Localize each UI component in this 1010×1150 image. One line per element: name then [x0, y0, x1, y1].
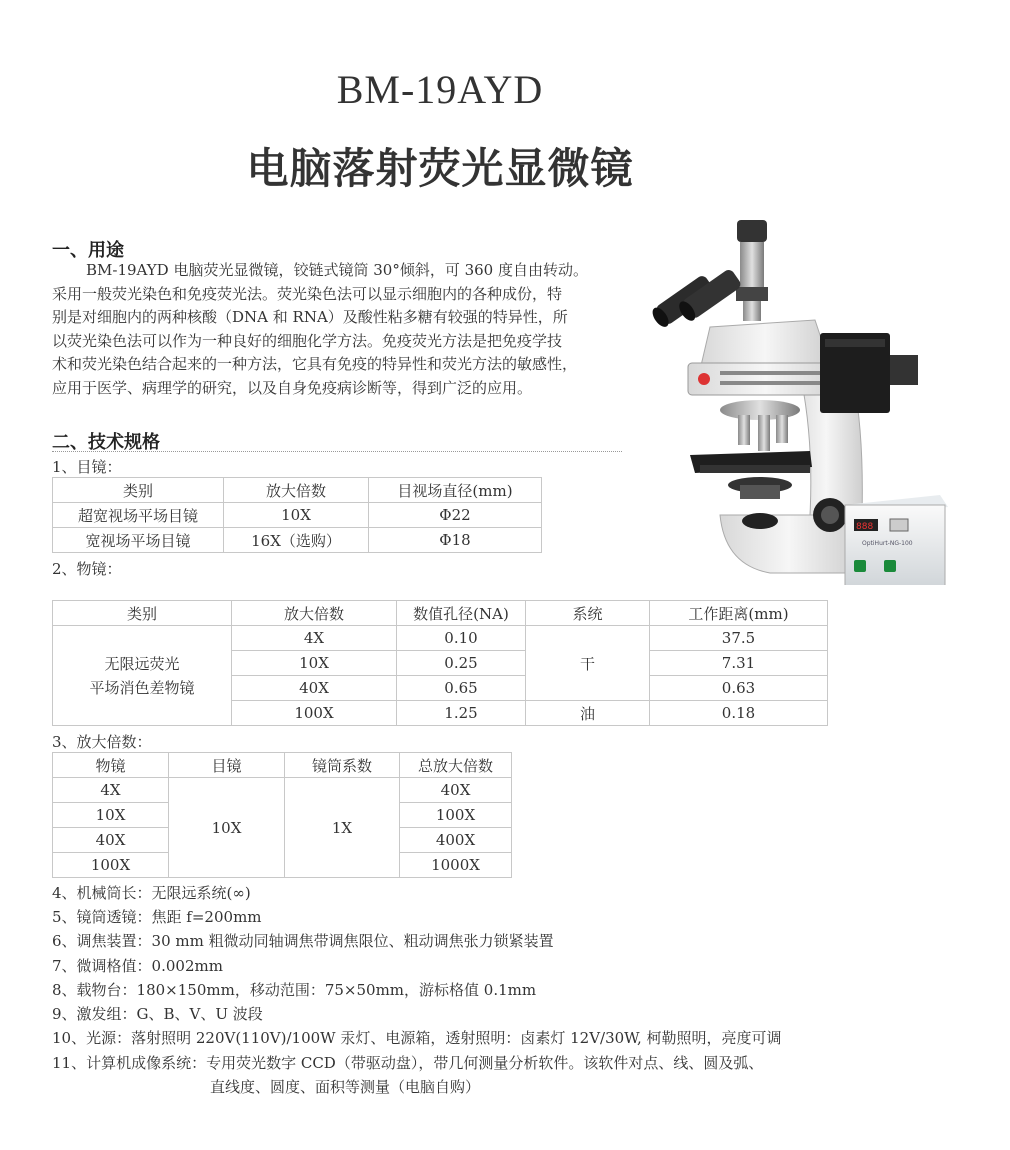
table-cell: 0.10 [397, 626, 526, 651]
eyepiece-label: 1、目镜： [52, 458, 122, 476]
table-cell: 10X [232, 651, 397, 676]
magnification-table [52, 752, 512, 878]
usage-line: 术和荧光染色结合起来的一种方法，它具有免疫的特异性和荧光方法的敏感性， [52, 355, 578, 373]
table-cell: 100X [53, 853, 169, 878]
category-line: 平场消色差物镜 [89, 678, 195, 697]
spec-item-continuation: 直线度、圆度、面积等测量（电脑自购） [210, 1078, 481, 1096]
table-cell: 4X [232, 626, 397, 651]
table-cell: 0.65 [397, 676, 526, 701]
table-header: 系统 [526, 601, 650, 626]
table-row [53, 778, 512, 803]
spec-item: 11、计算机成像系统：专用荧光数字 CCD（带驱动盘），带几何测量分析软件。该软件对点、线、圆及弧、 [52, 1054, 764, 1072]
usage-line: BM-19AYD 电脑荧光显微镜，铰链式镜筒 30°倾斜，可 360 度自由转动。 [86, 261, 588, 279]
table-cell: 1.25 [397, 701, 526, 726]
eyepiece-cell: 10X [169, 778, 285, 878]
table-cell: 10X [53, 803, 169, 828]
table-header: 目视场直径(mm) [369, 478, 542, 503]
table-header: 放大倍数 [232, 601, 397, 626]
system-dry-cell: 干 [526, 626, 650, 701]
table-cell: 0.63 [650, 676, 828, 701]
table-cell: 4X [53, 778, 169, 803]
table-cell: 40X [400, 778, 512, 803]
table-cell: 100X [400, 803, 512, 828]
table-header: 物镜 [53, 753, 169, 778]
objective-category-cell [53, 626, 232, 726]
table-header: 类别 [53, 478, 224, 503]
page-title: 电脑落射荧光显微镜 [246, 144, 634, 193]
section-divider [52, 451, 622, 452]
table-cell: 40X [232, 676, 397, 701]
table-cell: 超宽视场平场目镜 [53, 503, 224, 528]
power-button [854, 560, 866, 572]
table-cell: 0.18 [650, 701, 828, 726]
device-label: OptiHurt-NG-100 [862, 540, 913, 547]
table-header: 总放大倍数 [400, 753, 512, 778]
usage-line: 以荧光染色法可以作为一种良好的细胞化学方法。免疫荧光方法是把免疫学技 [52, 331, 563, 350]
table-cell: 宽视场平场目镜 [53, 528, 224, 553]
display-readout: 888 [856, 522, 874, 532]
table-header: 类别 [53, 601, 232, 626]
table-row [53, 503, 542, 528]
usage-line: 采用一般荧光染色和免疫荧光法。荧光染色法可以显示细胞内的各种成份，特 [52, 284, 563, 303]
objective-label: 2、物镜： [52, 560, 122, 578]
table-cell: Φ18 [369, 528, 542, 553]
table-cell: 100X [232, 701, 397, 726]
table-cell: 1000X [400, 853, 512, 878]
table-cell: 16X（选购） [224, 528, 369, 553]
table-cell: 0.25 [397, 651, 526, 676]
table-header: 放大倍数 [224, 478, 369, 503]
microscope-image [640, 215, 960, 585]
spec-item: 10、光源：落射照明 220V(110V)/100W 汞灯、电源箱，透射照明：卤素灯 12V/30W, 柯勒照明，亮度可调 [52, 1029, 782, 1047]
lamp-button [884, 560, 896, 572]
spec-item: 5、镜筒透镜：焦距 f=200mm [52, 908, 262, 926]
table-row [53, 528, 542, 553]
spec-item: 7、微调格值：0.002mm [52, 957, 223, 975]
spec-item: 6、调焦装置：30 mm 粗微动同轴调焦带调焦限位、粗动调焦张力锁紧装置 [52, 932, 554, 950]
usage-line: 别是对细胞内的两种核酸（DNA 和 RNA）及酸性粘多糖有较强的特异性，所 [52, 308, 568, 326]
section-heading-usage: 一、用途 [52, 240, 124, 261]
usage-paragraph [52, 259, 632, 400]
usage-line: 应用于医学、病理学的研究，以及自身免疫病诊断等，得到广泛的应用。 [52, 378, 533, 397]
category-line: 无限远荧光 [104, 654, 180, 673]
system-oil-cell: 油 [526, 701, 650, 726]
spec-item: 8、载物台：180×150mm，移动范围：75×50mm，游标格值 0.1mm [52, 981, 537, 999]
eyepiece-table [52, 477, 542, 553]
table-row [53, 626, 828, 651]
table-cell: 37.5 [650, 626, 828, 651]
table-header: 工作距离(mm) [650, 601, 828, 626]
objective-table [52, 600, 828, 726]
table-cell: 400X [400, 828, 512, 853]
spec-item: 9、激发组：G、B、V、U 波段 [52, 1005, 263, 1023]
table-cell: 40X [53, 828, 169, 853]
section-heading-specs: 二、技术规格 [52, 432, 160, 453]
factor-cell: 1X [285, 778, 400, 878]
table-cell: 10X [224, 503, 369, 528]
spec-item: 4、机械筒长：无限远系统(∞) [52, 884, 251, 902]
table-header: 镜筒系数 [285, 753, 400, 778]
magnification-label: 3、放大倍数： [52, 733, 152, 751]
product-model: BM-19AYD [336, 67, 544, 112]
table-header: 目镜 [169, 753, 285, 778]
table-header: 数值孔径(NA) [397, 601, 526, 626]
table-cell: Φ22 [369, 503, 542, 528]
table-cell: 7.31 [650, 651, 828, 676]
